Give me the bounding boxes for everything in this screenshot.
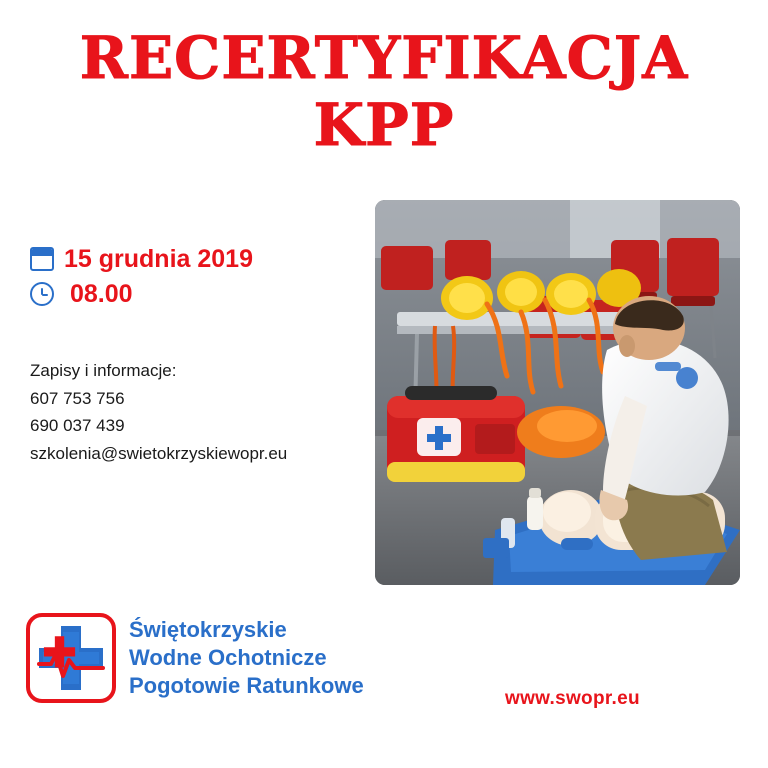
- event-time-row: [30, 280, 360, 309]
- contact-email[interactable]: szkolenia@swietokrzyskiewopr.eu: [30, 443, 288, 463]
- page-title: [0, 24, 768, 159]
- event-date-row: [30, 245, 360, 274]
- organization-name-line-1: Świętokrzyskie: [129, 616, 287, 642]
- title-line-2: KPP: [313, 90, 455, 159]
- contact-heading: Zapisy i informacje:: [30, 361, 177, 380]
- event-time: 08.00: [70, 280, 133, 308]
- calendar-icon: [30, 247, 56, 273]
- organization-name-line-3: Pogotowie Ratunkowe: [129, 673, 364, 699]
- contact-phone-2[interactable]: 690 037 439: [30, 416, 125, 436]
- training-photo: [375, 200, 740, 585]
- clock-icon: [30, 282, 56, 308]
- organization-name: [129, 616, 364, 700]
- event-details: [30, 245, 360, 467]
- title-line-1: RECERTYFIKACJA: [79, 24, 689, 92]
- contact-block: [30, 357, 360, 467]
- organization-logo: [25, 612, 364, 704]
- organization-name-line-2: Wodne Ochotnicze: [129, 644, 327, 670]
- wopr-cross-icon: [25, 612, 117, 704]
- event-date: 15 grudnia 2019: [64, 245, 253, 273]
- contact-phone-1[interactable]: 607 753 756: [30, 388, 125, 408]
- website-link[interactable]: www.swopr.eu: [505, 688, 640, 709]
